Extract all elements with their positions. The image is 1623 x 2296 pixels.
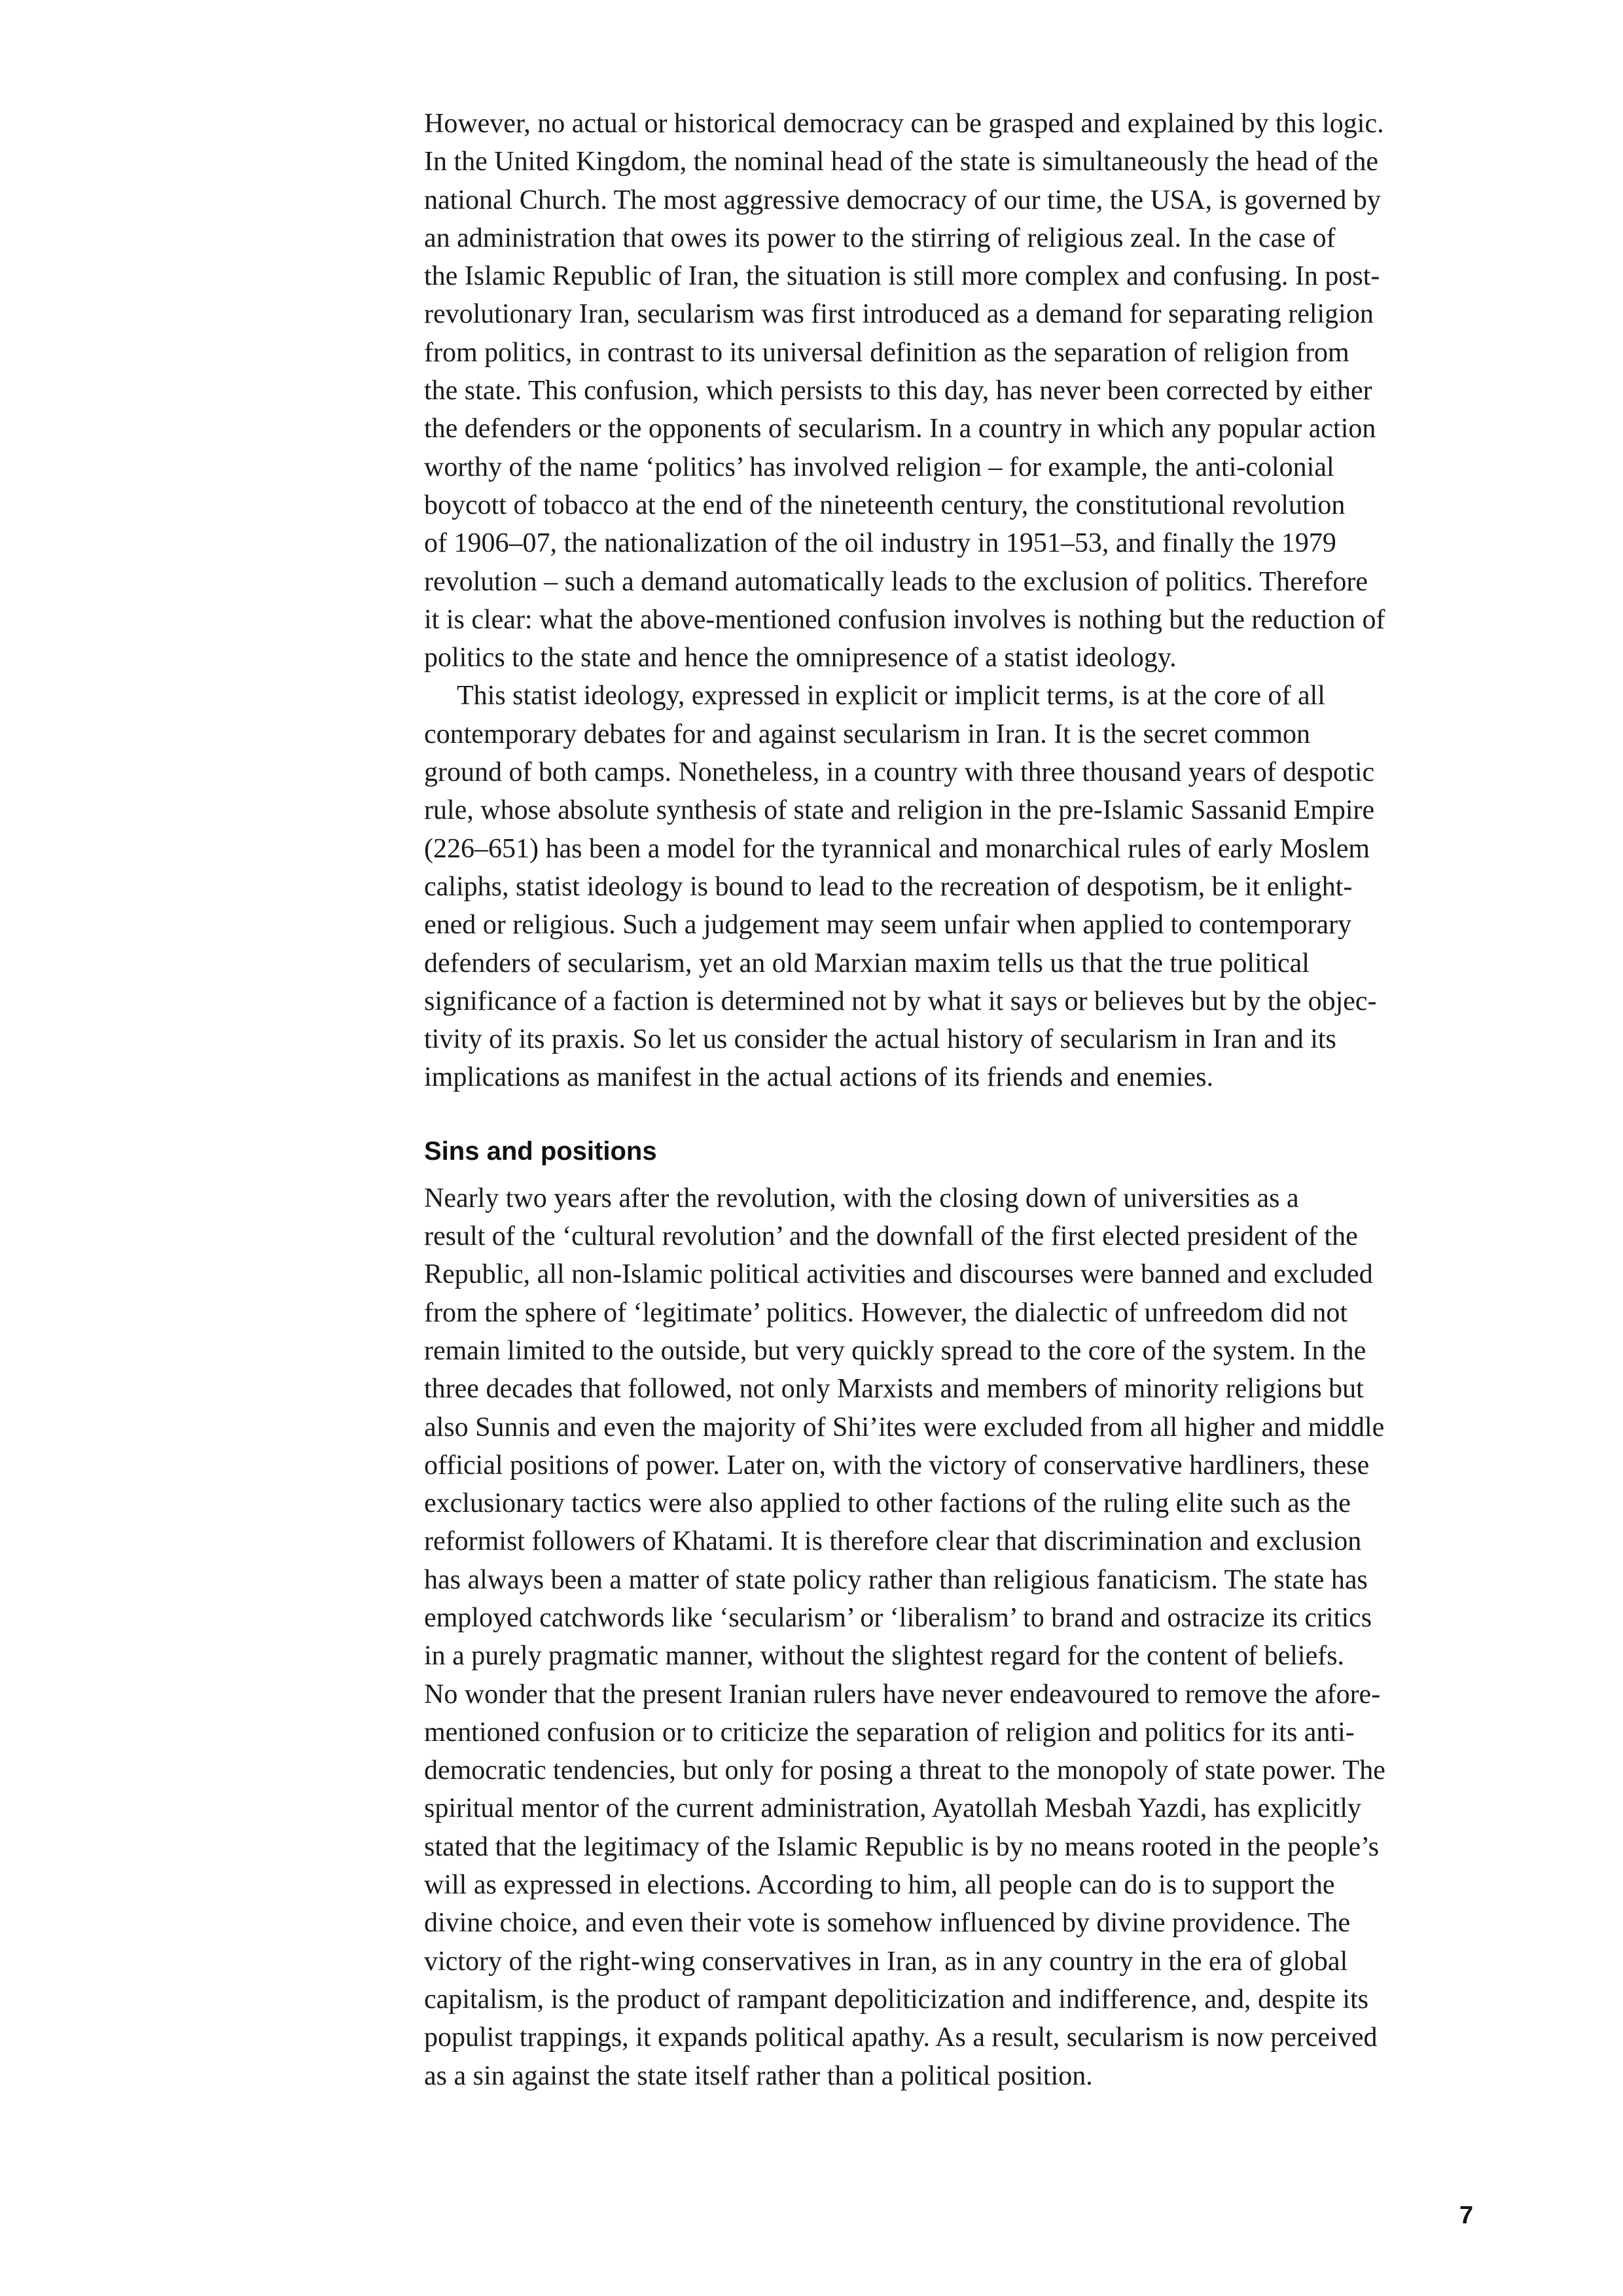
text-line: defenders of secularism, yet an old Marxian maxim tells us that the true political (424, 948, 1310, 978)
text-line: official positions of power. Later on, with the victory of conservative hardliners, these (424, 1450, 1370, 1480)
text-line: In the United Kingdom, the nominal head of the state is simultaneously the head of the (424, 147, 1379, 177)
text-line: result of the ‘cultural revolution’ and the downfall of the first elected president of the (424, 1221, 1358, 1252)
text-line: tivity of its praxis. So let us consider the actual history of secularism in Iran and its (424, 1024, 1336, 1055)
text-line: populist trappings, it expands political apathy. As a result, secularism is now perceived (424, 2022, 1378, 2053)
text-line: ened or religious. Such a judgement may seem unfair when applied to contemporary (424, 910, 1352, 941)
text-line: an administration that owes its power to the stirring of religious zeal. In the case of (424, 223, 1336, 253)
text-line: mentioned confusion or to criticize the separation of religion and politics for its anti- (424, 1717, 1355, 1748)
text-line: the defenders or the opponents of secularism. In a country in which any popular action (424, 414, 1376, 444)
text-line: as a sin against the state itself rather than a political position. (424, 2060, 1093, 2091)
text-line: reformist followers of Khatami. It is therefore clear that discrimination and exclusion (424, 1526, 1362, 1557)
text-line: spiritual mentor of the current administration, Ayatollah Mesbah Yazdi, has explicitly (424, 1793, 1362, 1824)
text-line: This statist ideology, expressed in explicit or implicit terms, is at the core of all (457, 681, 1325, 711)
text-line: No wonder that the present Iranian rulers have never endeavoured to remove the afore- (424, 1679, 1381, 1710)
paragraph-3 (424, 1179, 1471, 2095)
text-line: divine choice, and even their vote is somehow influenced by divine providence. The (424, 1908, 1351, 1939)
text-line: ground of both camps. Nonetheless, in a country with three thousand years of despotic (424, 757, 1375, 788)
text-line: in a purely pragmatic manner, without the slightest regard for the content of beliefs. (424, 1641, 1345, 1672)
text-line: victory of the right-wing conservatives in Iran, as in any country in the era of global (424, 1946, 1348, 1977)
text-column (424, 105, 1471, 2095)
text-line: capitalism, is the product of rampant depoliticization and indifference, and, despite its (424, 1984, 1369, 2015)
text-line: revolutionary Iran, secularism was first introduced as a demand for separating religion (424, 299, 1374, 330)
text-line: implications as manifest in the actual actions of its friends and enemies. (424, 1062, 1214, 1093)
text-line: rule, whose absolute synthesis of state and religion in the pre-Islamic Sassanid Empire (424, 795, 1375, 826)
text-line: the Islamic Republic of Iran, the situation is still more complex and confusing. In post- (424, 261, 1380, 292)
text-line: contemporary debates for and against secularism in Iran. It is the secret common (424, 719, 1311, 749)
text-line: will as expressed in elections. According to him, all people can do is to support the (424, 1870, 1335, 1901)
text-line: democratic tendencies, but only for posing a threat to the monopoly of state power. The (424, 1755, 1385, 1786)
text-line: of 1906–07, the nationalization of the oil industry in 1951–53, and finally the 1979 (424, 528, 1336, 559)
text-line: revolution – such a demand automatically leads to the exclusion of politics. Therefore (424, 566, 1368, 597)
text-line: it is clear: what the above-mentioned confusion involves is nothing but the reduction of (424, 604, 1385, 635)
text-line: the state. This confusion, which persists to this day, has never been corrected by either (424, 376, 1372, 406)
text-line: significance of a faction is determined not by what it says or believes but by the objec- (424, 986, 1377, 1016)
text-line: remain limited to the outside, but very quickly spread to the core of the system. In the (424, 1335, 1366, 1366)
text-line: national Church. The most aggressive democracy of our time, the USA, is governed by (424, 185, 1381, 215)
section-heading: Sins and positions (424, 1136, 657, 1166)
text-line: exclusionary tactics were also applied to other factions of the ruling elite such as the (424, 1488, 1351, 1519)
text-line: also Sunnis and even the majority of Shi’ites were excluded from all higher and middle (424, 1412, 1385, 1443)
text-line: from politics, in contrast to its universal definition as the separation of religion from (424, 337, 1349, 368)
text-line: (226–651) has been a model for the tyrannical and monarchical rules of early Moslem (424, 833, 1370, 864)
text-line: employed catchwords like ‘secularism’ or ‘liberalism’ to brand and ostracize its critics (424, 1602, 1372, 1633)
paragraph-1 (424, 105, 1471, 677)
text-line: Nearly two years after the revolution, with the closing down of universities as a (424, 1183, 1299, 1213)
text-line: from the sphere of ‘legitimate’ politics. However, the dialectic of unfreedom did not (424, 1297, 1348, 1328)
text-line: three decades that followed, not only Marxists and members of minority religions but (424, 1374, 1364, 1405)
text-line: worthy of the name ‘politics’ has involved religion – for example, the anti-colonial (424, 452, 1334, 482)
text-line: However, no actual or historical democracy can be grasped and explained by this logic. (424, 109, 1384, 139)
text-line: Republic, all non-Islamic political activities and discourses were banned and excluded (424, 1259, 1373, 1290)
paragraph-2 (424, 677, 1471, 1096)
text-line: politics to the state and hence the omnipresence of a statist ideology. (424, 643, 1177, 673)
text-line: caliphs, statist ideology is bound to lead to the recreation of despotism, be it enlight- (424, 871, 1353, 902)
text-line: boycott of tobacco at the end of the nineteenth century, the constitutional revolution (424, 490, 1346, 520)
page-number: 7 (1459, 2202, 1474, 2229)
text-line: has always been a matter of state policy rather than religious fanaticism. The state has (424, 1564, 1368, 1595)
text-line: stated that the legitimacy of the Islamic Republic is by no means rooted in the people’s (424, 1831, 1380, 1862)
